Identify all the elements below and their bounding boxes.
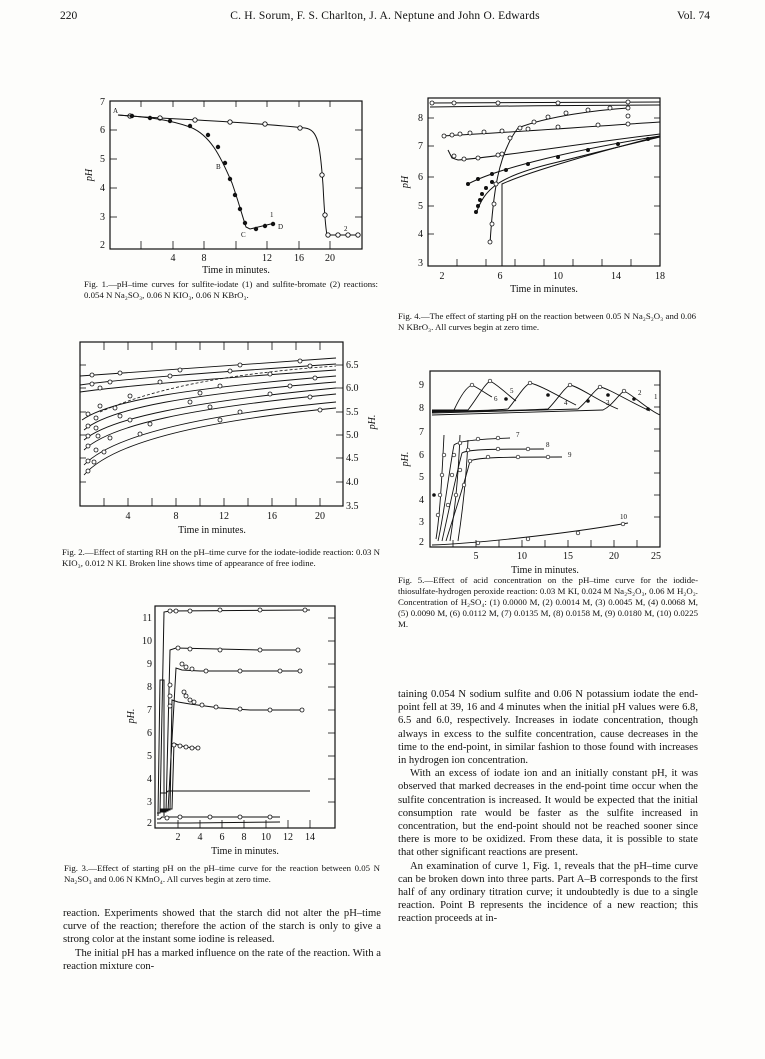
figure-4-caption: Fig. 4.—The effect of starting pH on the reaction between 0.05 N Na₂S₂O₃ and 0.06 N KBrO₃. All curves begin at zero time. xyxy=(398,311,696,332)
fig4-ytick: 8 xyxy=(418,113,423,124)
fig5-ytick: 6 xyxy=(419,450,424,461)
svg-text:7: 7 xyxy=(516,431,520,439)
body-paragraph: taining 0.054 N sodium sulfite and 0.06 N potassium iodate the end-point fell at 39, 16 and 4 minutes when the initial pH values were 6.8, 6.5 and 6.0, respectively. Increases in iodate concentration, though always in excess to the sulfite concentration, cause decreases in the time to the end-point, in similar fashion to those found with increases in hydrogen ion concentration. xyxy=(398,689,698,767)
fig4-ytick: 5 xyxy=(418,201,423,212)
fig3-xlabel: Time in minutes. xyxy=(211,846,279,857)
fig2-ylabel: pH. xyxy=(367,414,378,430)
fig3-xtick: 4 xyxy=(197,832,203,843)
svg-text:8: 8 xyxy=(546,441,550,449)
volume-label: Vol. 74 xyxy=(676,10,710,22)
fig5-curve-labels xyxy=(494,387,658,521)
fig5-xtick: 10 xyxy=(517,551,527,562)
fig5-ytick: 3 xyxy=(419,517,424,528)
fig3-ytick: 2 xyxy=(147,818,152,829)
fig2-ytick: 4.0 xyxy=(346,477,359,488)
fig1-ytick: 4 xyxy=(100,183,105,194)
fig4-ytick: 4 xyxy=(418,229,423,240)
running-header xyxy=(60,10,710,28)
fig3-points xyxy=(165,608,307,820)
svg-text:3: 3 xyxy=(606,399,610,407)
fig3-ytick: 4 xyxy=(147,774,152,785)
fig4-xtick: 2 xyxy=(439,271,445,282)
body-paragraph: An examination of curve 1, Fig. 1, reveals that the pH–time curve can be broken down into three parts. Part A–B corresponds to the first half of any ordinary titration curve; it undoubtedly is due to a single reaction. Point B represents the incidence of a new reaction; this reaction proceeds at in- xyxy=(398,860,698,925)
svg-text:6: 6 xyxy=(494,395,498,403)
figure-1-plot xyxy=(60,95,380,275)
fig1-ylabel: pH xyxy=(84,168,95,182)
svg-text:4: 4 xyxy=(564,399,568,407)
figure-3-caption: Fig. 3.—Effect of starting pH on the pH–time curve for the reaction between 0.05 N Na₂SO₃ and 0.06 N KMnO₄. All curves begin at zero time. xyxy=(64,863,380,884)
fig5-ytick: 8 xyxy=(419,403,424,414)
fig5-xtick: 25 xyxy=(651,551,661,562)
fig1-xtick: 20 xyxy=(325,253,335,264)
fig4-ytick: 7 xyxy=(418,141,423,152)
fig3-ytick: 3 xyxy=(147,797,152,808)
fig4-ticks xyxy=(428,118,660,266)
body-paragraph: With an excess of iodate ion and an initially constant pH, it was observed that marked decreases in the end-point time occur when the sulfite concentration is increased. It would be expected that the initial consumption rate would be faster as the sulfite increased in concentration, but the end-point should not be reached sooner since there is more to be oxidized. From these data, it is possible to state that other significant reactions are present. xyxy=(398,768,698,859)
fig4-ytick: 6 xyxy=(418,172,423,183)
body-paragraph: reaction. Experiments showed that the starch did not alter the pH–time curve of the reaction; therefore the action of the starch is only to give a strong color at the instant some iodine is released. xyxy=(63,908,381,946)
fig4-xtick: 14 xyxy=(611,271,621,282)
fig3-curves xyxy=(157,610,310,823)
fig2-xtick: 4 xyxy=(125,511,131,522)
fig4-ytick: 3 xyxy=(418,258,423,269)
fig3-xtick: 10 xyxy=(261,832,271,843)
fig5-open-points xyxy=(436,379,626,545)
fig3-ytick: 9 xyxy=(147,659,152,670)
fig5-ytick: 9 xyxy=(419,380,424,391)
author-line: C. H. Sorum, F. S. Charlton, J. A. Neptune and John O. Edwards xyxy=(230,10,540,22)
fig3-ytick: 6 xyxy=(147,728,152,739)
fig1-xtick: 12 xyxy=(262,253,272,264)
fig2-ytick: 6.5 xyxy=(346,360,359,371)
fig4-xtick: 18 xyxy=(655,271,665,282)
figure-1-caption: Fig. 1.—pH–time curves for sulfite-iodate (1) and sulfite-bromate (2) reactions: 0.054 N Na₂SO₃, 0.06 N KIO₃, 0.06 N KBrO₃. xyxy=(84,279,378,300)
fig2-ytick: 4.5 xyxy=(346,453,359,464)
fig5-xtick: 20 xyxy=(609,551,619,562)
fig5-xlabel: Time in minutes. xyxy=(511,565,579,576)
figure-2-plot xyxy=(70,330,390,546)
fig3-ytick: 10 xyxy=(142,636,152,647)
fig5-ytick: 5 xyxy=(419,472,424,483)
svg-text:2: 2 xyxy=(638,389,642,397)
svg-text:9: 9 xyxy=(568,451,572,459)
fig2-xlabel: Time in minutes. xyxy=(178,525,246,536)
fig4-xtick: 10 xyxy=(553,271,563,282)
fig1-xtick: 8 xyxy=(201,253,207,264)
fig1-xlabel: Time in minutes. xyxy=(202,265,270,276)
fig2-ytick: 3.5 xyxy=(346,501,359,512)
fig1-curve-1-points xyxy=(130,114,275,231)
fig3-xtick: 8 xyxy=(241,832,247,843)
fig5-ytick: 7 xyxy=(419,427,424,438)
svg-text:B: B xyxy=(216,163,221,171)
fig1-curve-1 xyxy=(118,115,275,229)
body-paragraph: The initial pH has a marked influence on the rate of the reaction. With a reaction mixture con- xyxy=(63,947,381,972)
fig3-xtick: 2 xyxy=(175,832,181,843)
fig2-xtick: 16 xyxy=(267,511,277,522)
fig5-ylabel: pH. xyxy=(400,451,411,467)
fig1-xtick: 16 xyxy=(294,253,304,264)
fig4-curves xyxy=(430,102,660,266)
svg-text:10: 10 xyxy=(620,513,627,521)
figure-3-plot xyxy=(126,598,350,860)
fig5-ytick: 2 xyxy=(419,537,424,548)
svg-text:1: 1 xyxy=(654,393,658,401)
figure-5-caption: Fig. 5.—Effect of acid concentration on the pH–time curve for the iodide-thiosulfate-hydrogen peroxide reaction: 0.03 M KI, 0.024 M Na₂S₂O₃, 0.06 M H₂O₂. Concentration of H₂SO₄: (1) 0.0000 M, (2) 0.0014 M, (3) 0.0045 M, (4) 0.0068 M, (5) 0.0090 M, (6) 0.0112 M, (7) 0.0135 M, (8) 0.0158 M, (9) 0.0180 M, (10) 0.0225 M. xyxy=(398,575,698,629)
svg-text:2: 2 xyxy=(344,225,348,233)
fig3-ylabel: pH. xyxy=(126,708,137,724)
fig4-xtick: 6 xyxy=(497,271,503,282)
fig1-ytick: 5 xyxy=(100,154,105,165)
fig2-xtick: 8 xyxy=(173,511,179,522)
svg-text:D: D xyxy=(278,223,284,231)
svg-text:5: 5 xyxy=(510,387,514,395)
svg-text:A: A xyxy=(113,107,119,115)
fig3-xtick: 12 xyxy=(283,832,293,843)
fig4-open-points xyxy=(430,100,630,244)
fig2-ytick: 5.5 xyxy=(346,407,359,418)
fig3-xtick: 14 xyxy=(305,832,315,843)
fig5-xtick: 5 xyxy=(473,551,479,562)
fig3-xtick: 6 xyxy=(219,832,225,843)
fig2-xtick: 20 xyxy=(315,511,325,522)
fig5-ytick: 4 xyxy=(419,495,424,506)
fig2-points xyxy=(86,359,322,473)
fig2-xtick: 12 xyxy=(219,511,229,522)
fig1-point-labels xyxy=(113,107,348,239)
svg-text:1: 1 xyxy=(270,211,274,219)
svg-text:C: C xyxy=(241,231,246,239)
fig1-ytick: 6 xyxy=(100,125,105,136)
fig3-ytick: 5 xyxy=(147,751,152,762)
right-column-text xyxy=(398,688,698,926)
fig4-ylabel: pH xyxy=(400,175,411,189)
fig2-ytick: 6.0 xyxy=(346,383,359,394)
fig5-xtick: 15 xyxy=(563,551,573,562)
figure-4-plot xyxy=(398,94,680,306)
fig1-ytick: 3 xyxy=(100,212,105,223)
fig1-ytick: 2 xyxy=(100,240,105,251)
fig3-ytick: 11 xyxy=(142,613,152,624)
page-number: 220 xyxy=(60,10,78,22)
figure-5-plot xyxy=(398,365,680,581)
left-column-text xyxy=(63,907,381,973)
fig1-xtick: 4 xyxy=(170,253,176,264)
fig2-ytick: 5.0 xyxy=(346,430,359,441)
fig4-xlabel: Time in minutes. xyxy=(510,284,578,295)
fig3-ytick: 7 xyxy=(147,705,152,716)
fig1-ytick: 7 xyxy=(100,97,105,108)
fig3-ytick: 8 xyxy=(147,682,152,693)
figure-2-caption: Fig. 2.—Effect of starting RH on the pH–time curve for the iodate-iodide reaction: 0.03 N KIO₃, 0.012 N KI. Broken line shows time of appearance of free iodine. xyxy=(62,547,380,568)
